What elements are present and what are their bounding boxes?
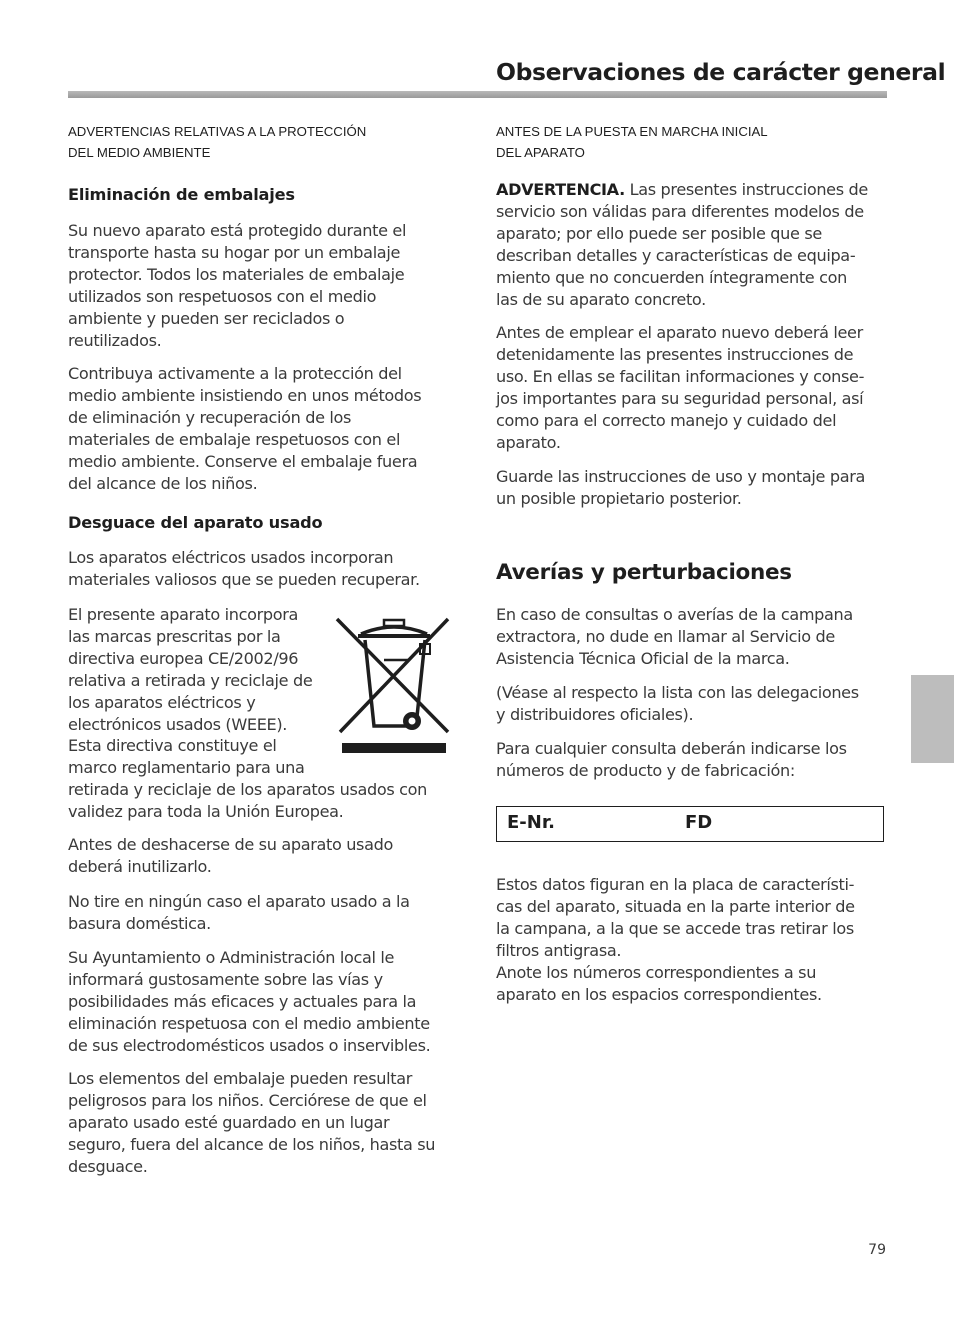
- page-number: 79: [868, 1242, 886, 1258]
- disposal-paragraph-5: Su Ayuntamiento o Administración local le informará gustosamente sobre las vías y posibilidades más eficaces y actuales para la eliminación respetuosa con el medio ambiente de sus electrodomésticos usados o inservibles.: [68, 948, 431, 1055]
- environment-heading-line2: DEL MEDIO AMBIENTE: [68, 145, 211, 160]
- packaging-heading: Eliminación de embalajes: [68, 185, 295, 204]
- crossed-out-wheelie-bin-icon: [334, 614, 454, 756]
- startup-heading-line1: ANTES DE LA PUESTA EN MARCHA INICIAL: [496, 124, 768, 139]
- disposal-paragraph-1: Los aparatos eléctricos usados incorporan materiales valiosos que se pueden recuperar.: [68, 548, 420, 589]
- faults-paragraph-1: En caso de consultas o averías de la campana extractora, no dude en llamar al Servicio de Asistencia Técnica Oficial de la marca.: [496, 605, 853, 668]
- disposal-heading: Desguace del aparato usado: [68, 513, 323, 532]
- startup-heading-line2: DEL APARATO: [496, 145, 585, 160]
- disposal-paragraph-4: No tire en ningún caso el aparato usado a la basura doméstica.: [68, 892, 410, 933]
- faults-section-title: Averías y perturbaciones: [496, 560, 792, 585]
- faults-paragraph-3: Para cualquier consulta deberán indicarse los números de producto y de fabricación:: [496, 739, 847, 780]
- environment-heading-line1: ADVERTENCIAS RELATIVAS A LA PROTECCIÓN: [68, 124, 367, 139]
- disposal-paragraph-2-wrapped: El presente aparato incorpora las marcas prescritas por la directiva europea CE/2002/96 relativa a retirada y reciclaje de los aparatos eléctricos y electrónicos usados (WEEE). Esta directiva constituye el marco reglamentario para una: [68, 605, 313, 778]
- disposal-paragraph-2-continued: retirada y reciclaje de los aparatos usados con validez para toda la Unión Europea.: [68, 780, 427, 821]
- disposal-paragraph-6: Los elementos del embalaje pueden resultar peligrosos para los niños. Cerciórese de que el aparato usado esté guardado en un lugar seguro, fuera del alcance de los niños, hasta su desguace.: [68, 1069, 436, 1176]
- product-number-box: [496, 806, 884, 842]
- fd-label: FD: [685, 812, 713, 833]
- chapter-side-tab: [911, 675, 954, 763]
- startup-paragraph-3: Guarde las instrucciones de uso y montaje para un posible propietario posterior.: [496, 467, 865, 508]
- page-header-title: Observaciones de carácter general: [496, 58, 946, 86]
- packaging-paragraph-2: Contribuya activamente a la protección del medio ambiente insistiendo en unos métodos de eliminación y recuperación de los materiales de embalaje respetuosos con el medio ambiente. Conserve el embalaje fuera del alcance de los niños.: [68, 364, 422, 493]
- warning-text: Las presentes instrucciones de servicio son válidas para diferentes modelos de aparato; por ello puede ser posible que se describan detalles y características de equipa- miento que no concuerden íntegramente con las de su aparato concreto.: [496, 180, 868, 309]
- startup-paragraph-2: Antes de emplear el aparato nuevo deberá leer detenidamente las presentes instrucciones de uso. En ellas se facilitan informaciones y conse- jos importantes para su seguridad personal, así como para el correcto manejo y cuidado del aparato.: [496, 323, 865, 452]
- disposal-paragraph-3: Antes de deshacerse de su aparato usado deberá inutilizarlo.: [68, 835, 393, 876]
- startup-section-heading: [496, 121, 888, 164]
- faults-paragraph-2: (Véase al respecto la lista con las delegaciones y distribuidores oficiales).: [496, 683, 859, 724]
- enr-label: E-Nr.: [507, 812, 555, 833]
- warning-paragraph: [496, 179, 868, 310]
- header-rule: [68, 91, 887, 98]
- faults-paragraph-4: Estos datos figuran en la placa de característi- cas del aparato, situada en la parte interior de la campana, a la que se accede tras retirar los filtros antigrasa. Anote los números correspondientes a su aparato en los espacios correspondientes.: [496, 875, 855, 1004]
- packaging-paragraph-1: Su nuevo aparato está protegido durante el transporte hasta su hogar por un embalaje protector. Todos los materiales de embalaje utilizados son respetuosos con el medio ambiente y pueden ser reciclados o reutilizados.: [68, 221, 407, 350]
- warning-label: ADVERTENCIA.: [496, 180, 625, 199]
- environment-section-heading: [68, 121, 460, 164]
